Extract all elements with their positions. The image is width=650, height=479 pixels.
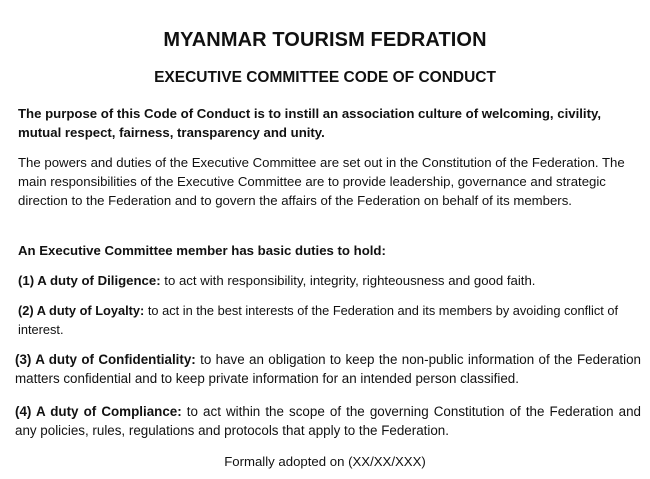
- adoption-footer: Formally adopted on (XX/XX/XXX): [224, 454, 426, 469]
- duty-label: (3) A duty of Confidentiality:: [15, 352, 196, 367]
- duty-text: to act in the best interests of the Federation and its members by avoiding conflict of interest.: [18, 303, 619, 337]
- duty-loyalty: [18, 301, 633, 339]
- duty-label: (2) A duty of Loyalty:: [18, 303, 145, 318]
- purpose-paragraph: The purpose of this Code of Conduct is to instill an association culture of welcoming, civility, mutual respect, fairness, transparency and unity.: [18, 106, 601, 140]
- duty-label: (1) A duty of Diligence:: [18, 273, 161, 288]
- duty-text: to act with responsibility, integrity, righteousness and good faith.: [160, 273, 536, 288]
- duty-label: (4) A duty of Compliance:: [15, 404, 182, 419]
- duty-confidentiality: [15, 350, 641, 388]
- duty-text: to have an obligation to keep the non-public information of the Federation matters confidential and to keep private information for an intended person classified.: [15, 352, 641, 386]
- duty-text: to act within the scope of the governing Constitution of the Federation and any policies, rules, regulations and protocols that apply to the Federation.: [15, 404, 641, 438]
- duties-intro: An Executive Committee member has basic duties to hold:: [18, 243, 386, 258]
- duty-compliance: [15, 402, 641, 440]
- document-subtitle: EXECUTIVE COMMITTEE CODE OF CONDUCT: [154, 69, 496, 86]
- powers-paragraph: The powers and duties of the Executive Committee are set out in the Constitution of the Federation. The main responsibilities of the Executive Committee are to provide leadership, governance and strategic direction to the Federation and to govern the affairs of the Federation on behalf of its members.: [18, 155, 625, 208]
- duty-diligence: [18, 271, 633, 290]
- document-title: MYANMAR TOURISM FEDRATION: [163, 29, 487, 51]
